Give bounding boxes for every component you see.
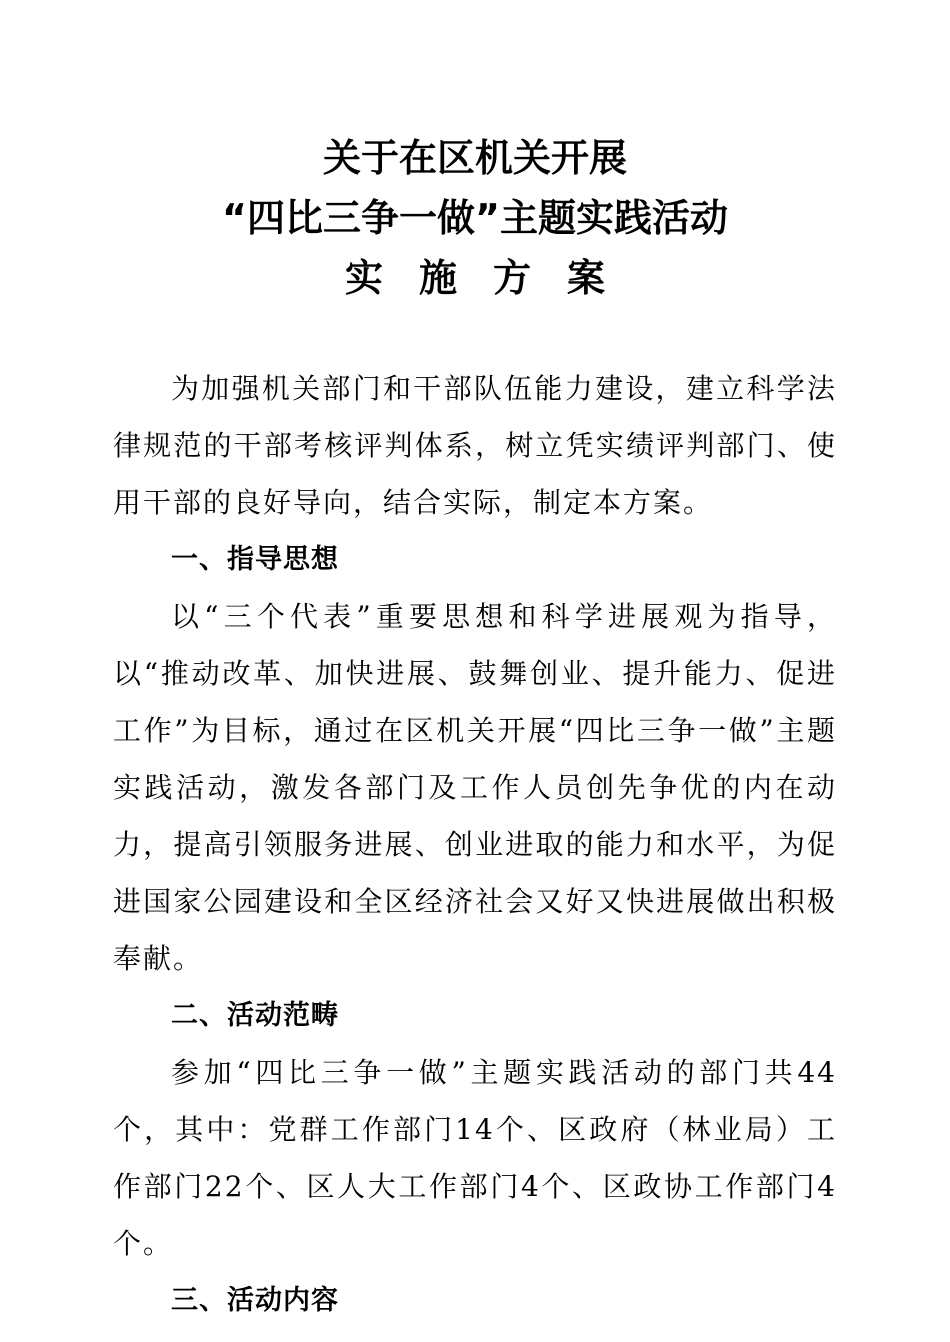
- section-body-activity-scope: 参加“四比三争一做”主题实践活动的部门共44个，其中：党群工作部门14个、区政府（林业局）工作部门22个、区人大工作部门4个、区政协工作部门4个。: [113, 1056, 837, 1260]
- title-line-1: 关于在区机关开展: [322, 136, 627, 180]
- section-body-guiding-ideology: 以“三个代表”重要思想和科学进展观为指导，以“推动改革、加快进展、鼓舞创业、提升能力、促进工作”为目标，通过在区机关开展“四比三争一做”主题实践活动，激发各部门及工作人员创先争优的内在动力，提高引领服务进展、创业进取的能力和水平，为促进国家公园建设和全区经济社会又好又快进展做出积极奉献。: [113, 600, 837, 975]
- section-heading-activity-scope: 二、活动范畴: [171, 1000, 339, 1031]
- title-line-2: “四比三争一做”主题实践活动: [222, 196, 728, 240]
- section-heading-guiding-ideology: 一、指导思想: [171, 544, 339, 575]
- document-body: [113, 360, 837, 1329]
- intro-paragraph: 为加强机关部门和干部队伍能力建设，建立科学法律规范的干部考核评判体系，树立凭实绩评判部门、使用干部的良好导向，结合实际，制定本方案。: [113, 372, 837, 519]
- section-heading-activity-content: 三、活动内容: [171, 1285, 339, 1316]
- title-line-3: 实施方案: [344, 256, 641, 300]
- document-title: [0, 128, 950, 308]
